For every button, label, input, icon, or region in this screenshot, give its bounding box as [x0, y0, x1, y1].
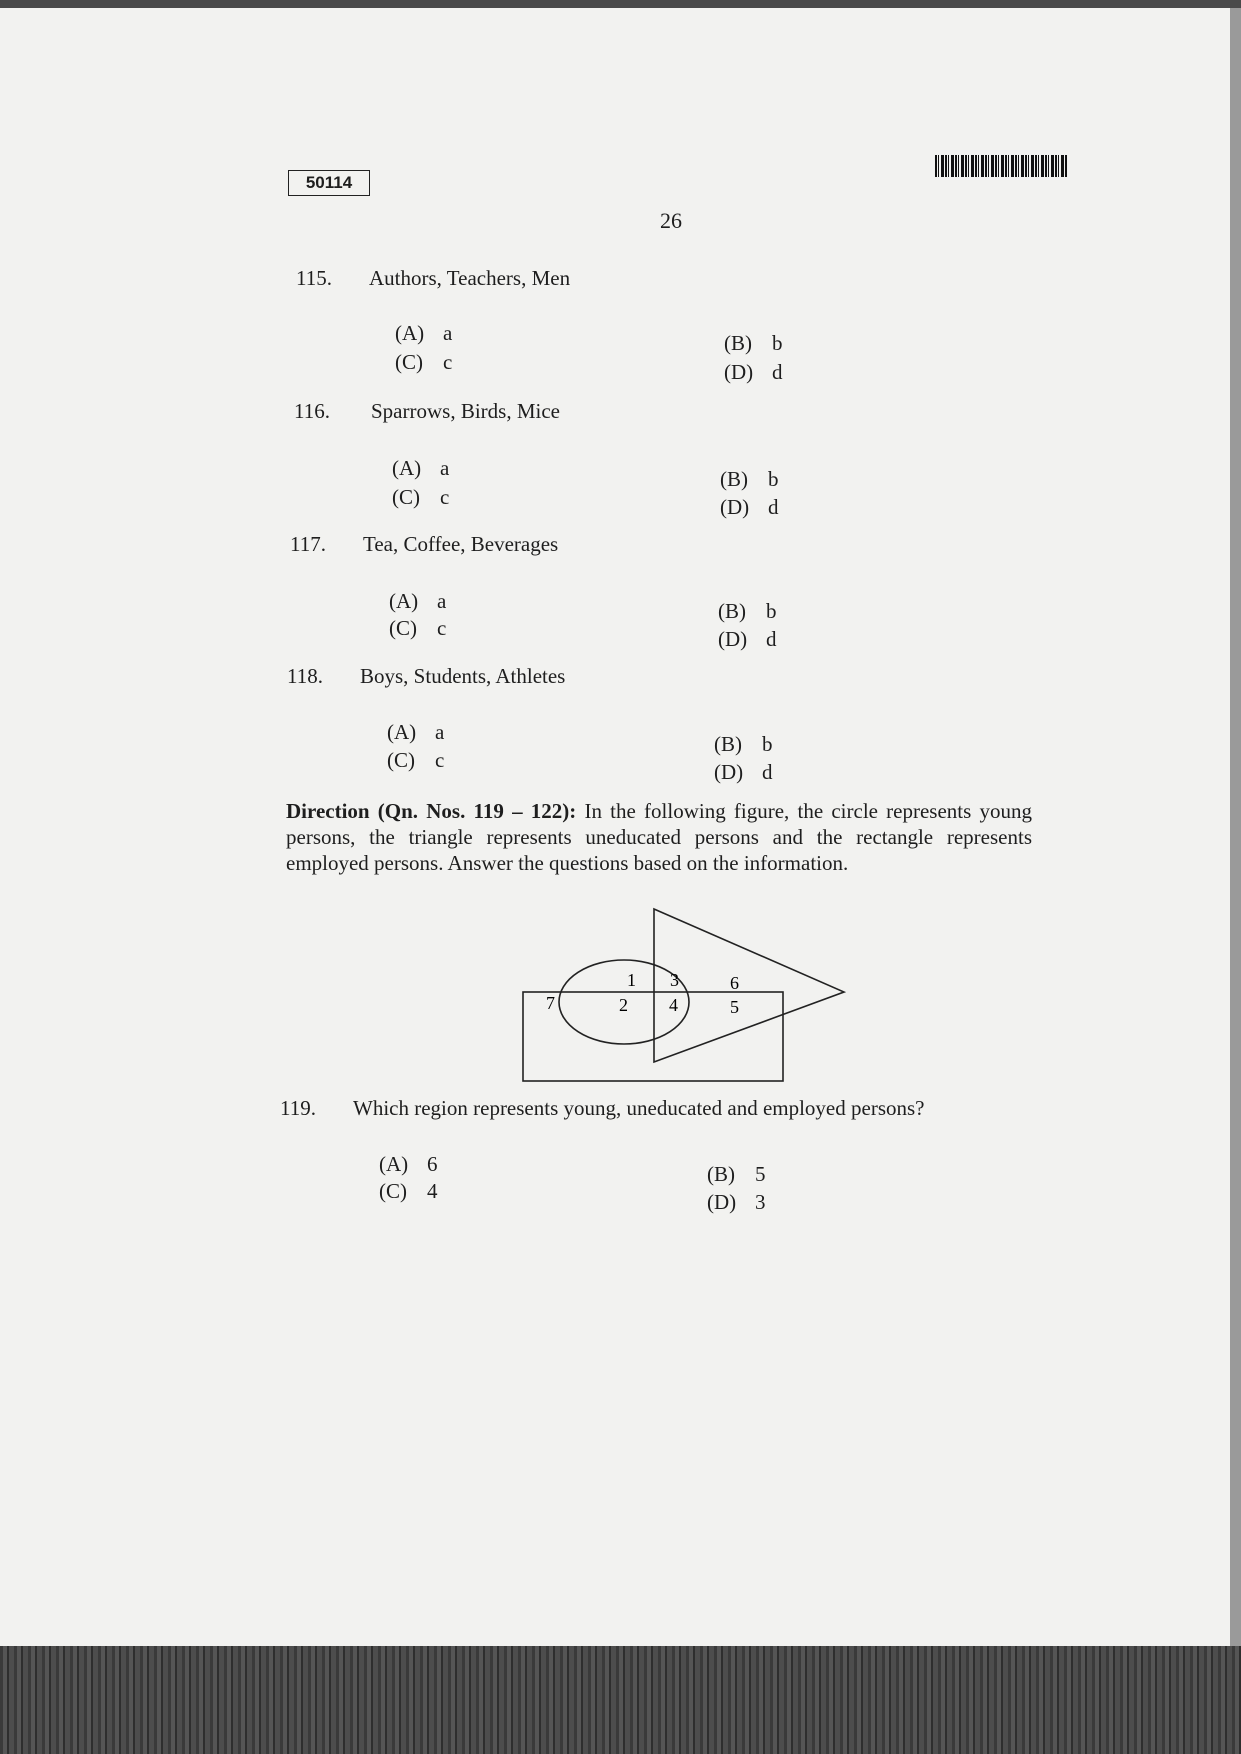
option-a: (A) a: [389, 589, 447, 613]
region-label-3: 3: [670, 970, 679, 990]
question-text: Authors, Teachers, Men: [369, 266, 571, 290]
option-c: (C) c: [387, 748, 445, 772]
option-c: (C) c: [389, 616, 447, 640]
option-d: (D) d: [720, 495, 779, 519]
question-number: 115.: [296, 266, 332, 290]
question-text: Which region represents young, uneducated and employed persons?: [353, 1096, 925, 1120]
barcode: [935, 155, 1067, 177]
direction-body: In the following figure, the circle represents young persons, the triangle represents uneducated persons and the rectangle represents employed persons. Answer the questions based on the information.: [286, 799, 1032, 875]
option-b: (B) b: [714, 732, 773, 756]
option-b: (B) b: [724, 331, 783, 355]
scan-right-edge: [1230, 8, 1241, 1646]
region-label-2: 2: [619, 995, 628, 1015]
question-text: Sparrows, Birds, Mice: [371, 399, 560, 423]
venn-figure: [515, 905, 850, 1090]
scan-top-edge: [0, 0, 1241, 8]
option-d: (D) d: [714, 760, 773, 784]
question-number: 116.: [294, 399, 330, 423]
question-number: 117.: [290, 532, 326, 556]
option-a: (A) a: [387, 720, 445, 744]
option-b: (B) b: [720, 467, 779, 491]
rectangle-employed: [523, 992, 783, 1081]
direction-paragraph: [286, 798, 1032, 876]
option-a: (A) a: [392, 456, 450, 480]
direction-heading: Direction (Qn. Nos. 119 – 122):: [286, 799, 577, 823]
region-label-1: 1: [627, 970, 636, 990]
exam-page: [0, 8, 1230, 1646]
option-d: (D) d: [724, 360, 783, 384]
question-text: Tea, Coffee, Beverages: [363, 532, 559, 556]
option-a: (A) 6: [379, 1152, 438, 1176]
question-number: 119.: [280, 1096, 316, 1120]
region-label-6: 6: [730, 973, 739, 993]
scan-bottom-edge: [0, 1646, 1241, 1754]
option-b: (B) 5: [707, 1162, 766, 1186]
option-a: (A) a: [395, 321, 453, 345]
option-d: (D) 3: [707, 1190, 766, 1214]
option-b: (B) b: [718, 599, 777, 623]
page-number: 26: [660, 208, 682, 233]
question-number: 118.: [287, 664, 323, 688]
option-c: (C) 4: [379, 1179, 438, 1203]
question-text: Boys, Students, Athletes: [360, 664, 566, 688]
option-c: (C) c: [392, 485, 450, 509]
paper-code-box: 50114: [288, 170, 370, 196]
triangle-uneducated: [654, 909, 844, 1062]
region-label-4: 4: [669, 995, 678, 1015]
region-label-5: 5: [730, 997, 739, 1017]
option-d: (D) d: [718, 627, 777, 651]
region-label-7: 7: [546, 993, 555, 1013]
option-c: (C) c: [395, 350, 453, 374]
